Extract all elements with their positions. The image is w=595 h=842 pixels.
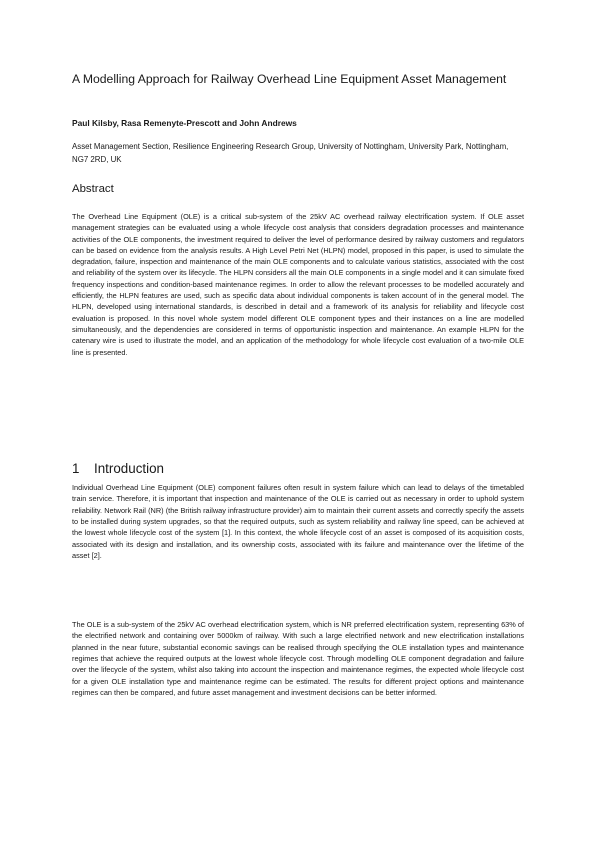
paper-authors: Paul Kilsby, Rasa Remenyte-Prescott and John Andrews: [72, 118, 297, 128]
abstract-heading: Abstract: [72, 183, 114, 195]
abstract-text: The Overhead Line Equipment (OLE) is a critical sub-system of the 25kV AC overhead railway electrification system. If OLE asset management strategies can be evaluated using a whole lifecycle cost analysis that considers degradation processes and maintenance activities of the OLE components, the investment required to deliver the level of performance desired by railway customers and regulators can be based on evidence from the analysis results. A High Level Petri Net (HLPN) model, proposed in this paper, is used to simulate the degradation, failure, inspection and maintenance of the main OLE components and to calculate various statistics, associated with the cost and reliability of the system over its lifecycle. The HLPN considers all the main OLE components in a single model and it can simulate fixed frequency inspections and condition-based maintenance regimes. In order to allow the relevant processes to be modelled accurately and efficiently, the HLPN features are used, such as specific data about individual components is taken account of in the general model. The HLPN, developed using international standards, is described in detail and a framework of its analysis for reliability and lifecycle cost evaluation is proposed. In this novel whole system model different OLE component types and their instances on a line are modelled simultaneously, and the dependencies are considered in terms of opportunistic inspection and maintenance. An example HLPN for the catenary wire is used to illustrate the model, and an application of the methodology for whole lifecycle cost evaluation of a two-mile OLE line is presented.: [72, 212, 524, 357]
introduction-paragraph: The OLE is a sub-system of the 25kV AC overhead electrification system, which is NR preferred electrification system, representing 63% of the electrified network and containing over 5000km of railway. With such a large electrified network and new electrification installations planned in the near future, substantial economic savings can be realised through specifying the OLE installation types and maintenance regimes that achieve the required outputs at the lowest whole lifecycle cost. Through modelling OLE component degradation and failure over the lifecycle of the system, whilst also taking into account the inspection and maintenance regimes, the expected whole lifecycle cost for a given OLE installation type and maintenance regime can be estimated. The results for different project options and maintenance regimes can then be compared, and future asset management and investment decisions can be better informed.: [72, 620, 524, 698]
introduction-paragraph: Individual Overhead Line Equipment (OLE) component failures often result in system failure which can lead to delays of the timetabled train service. Therefore, it is important that inspection and maintenance of the OLE is carried out as necessary in order to uphold system reliability. Network Rail (NR) (the British railway infrastructure provider) aim to maintain their current assets and correctly specify the assets to be installed during system upgrades, so that the required outputs, such as system reliability and railway line speed, can be achieved at the lowest whole lifecycle cost of the system [1]. In this context, the whole lifecycle cost of an asset is composed of its acquisition costs, associated with its design and installation, and its ownership costs, associated with its failure and maintenance over the lifetime of the asset [2].: [72, 483, 524, 561]
paper-affiliation: Asset Management Section, Resilience Engineering Research Group, University of Nottingham, University Park, Nottingham, NG7 2RD, UK: [72, 142, 509, 164]
paper-title: A Modelling Approach for Railway Overhead Line Equipment Asset Management: [72, 72, 507, 86]
section-number: 1: [72, 461, 80, 476]
section-heading-introduction: [72, 461, 164, 477]
section-title: Introduction: [94, 461, 164, 476]
